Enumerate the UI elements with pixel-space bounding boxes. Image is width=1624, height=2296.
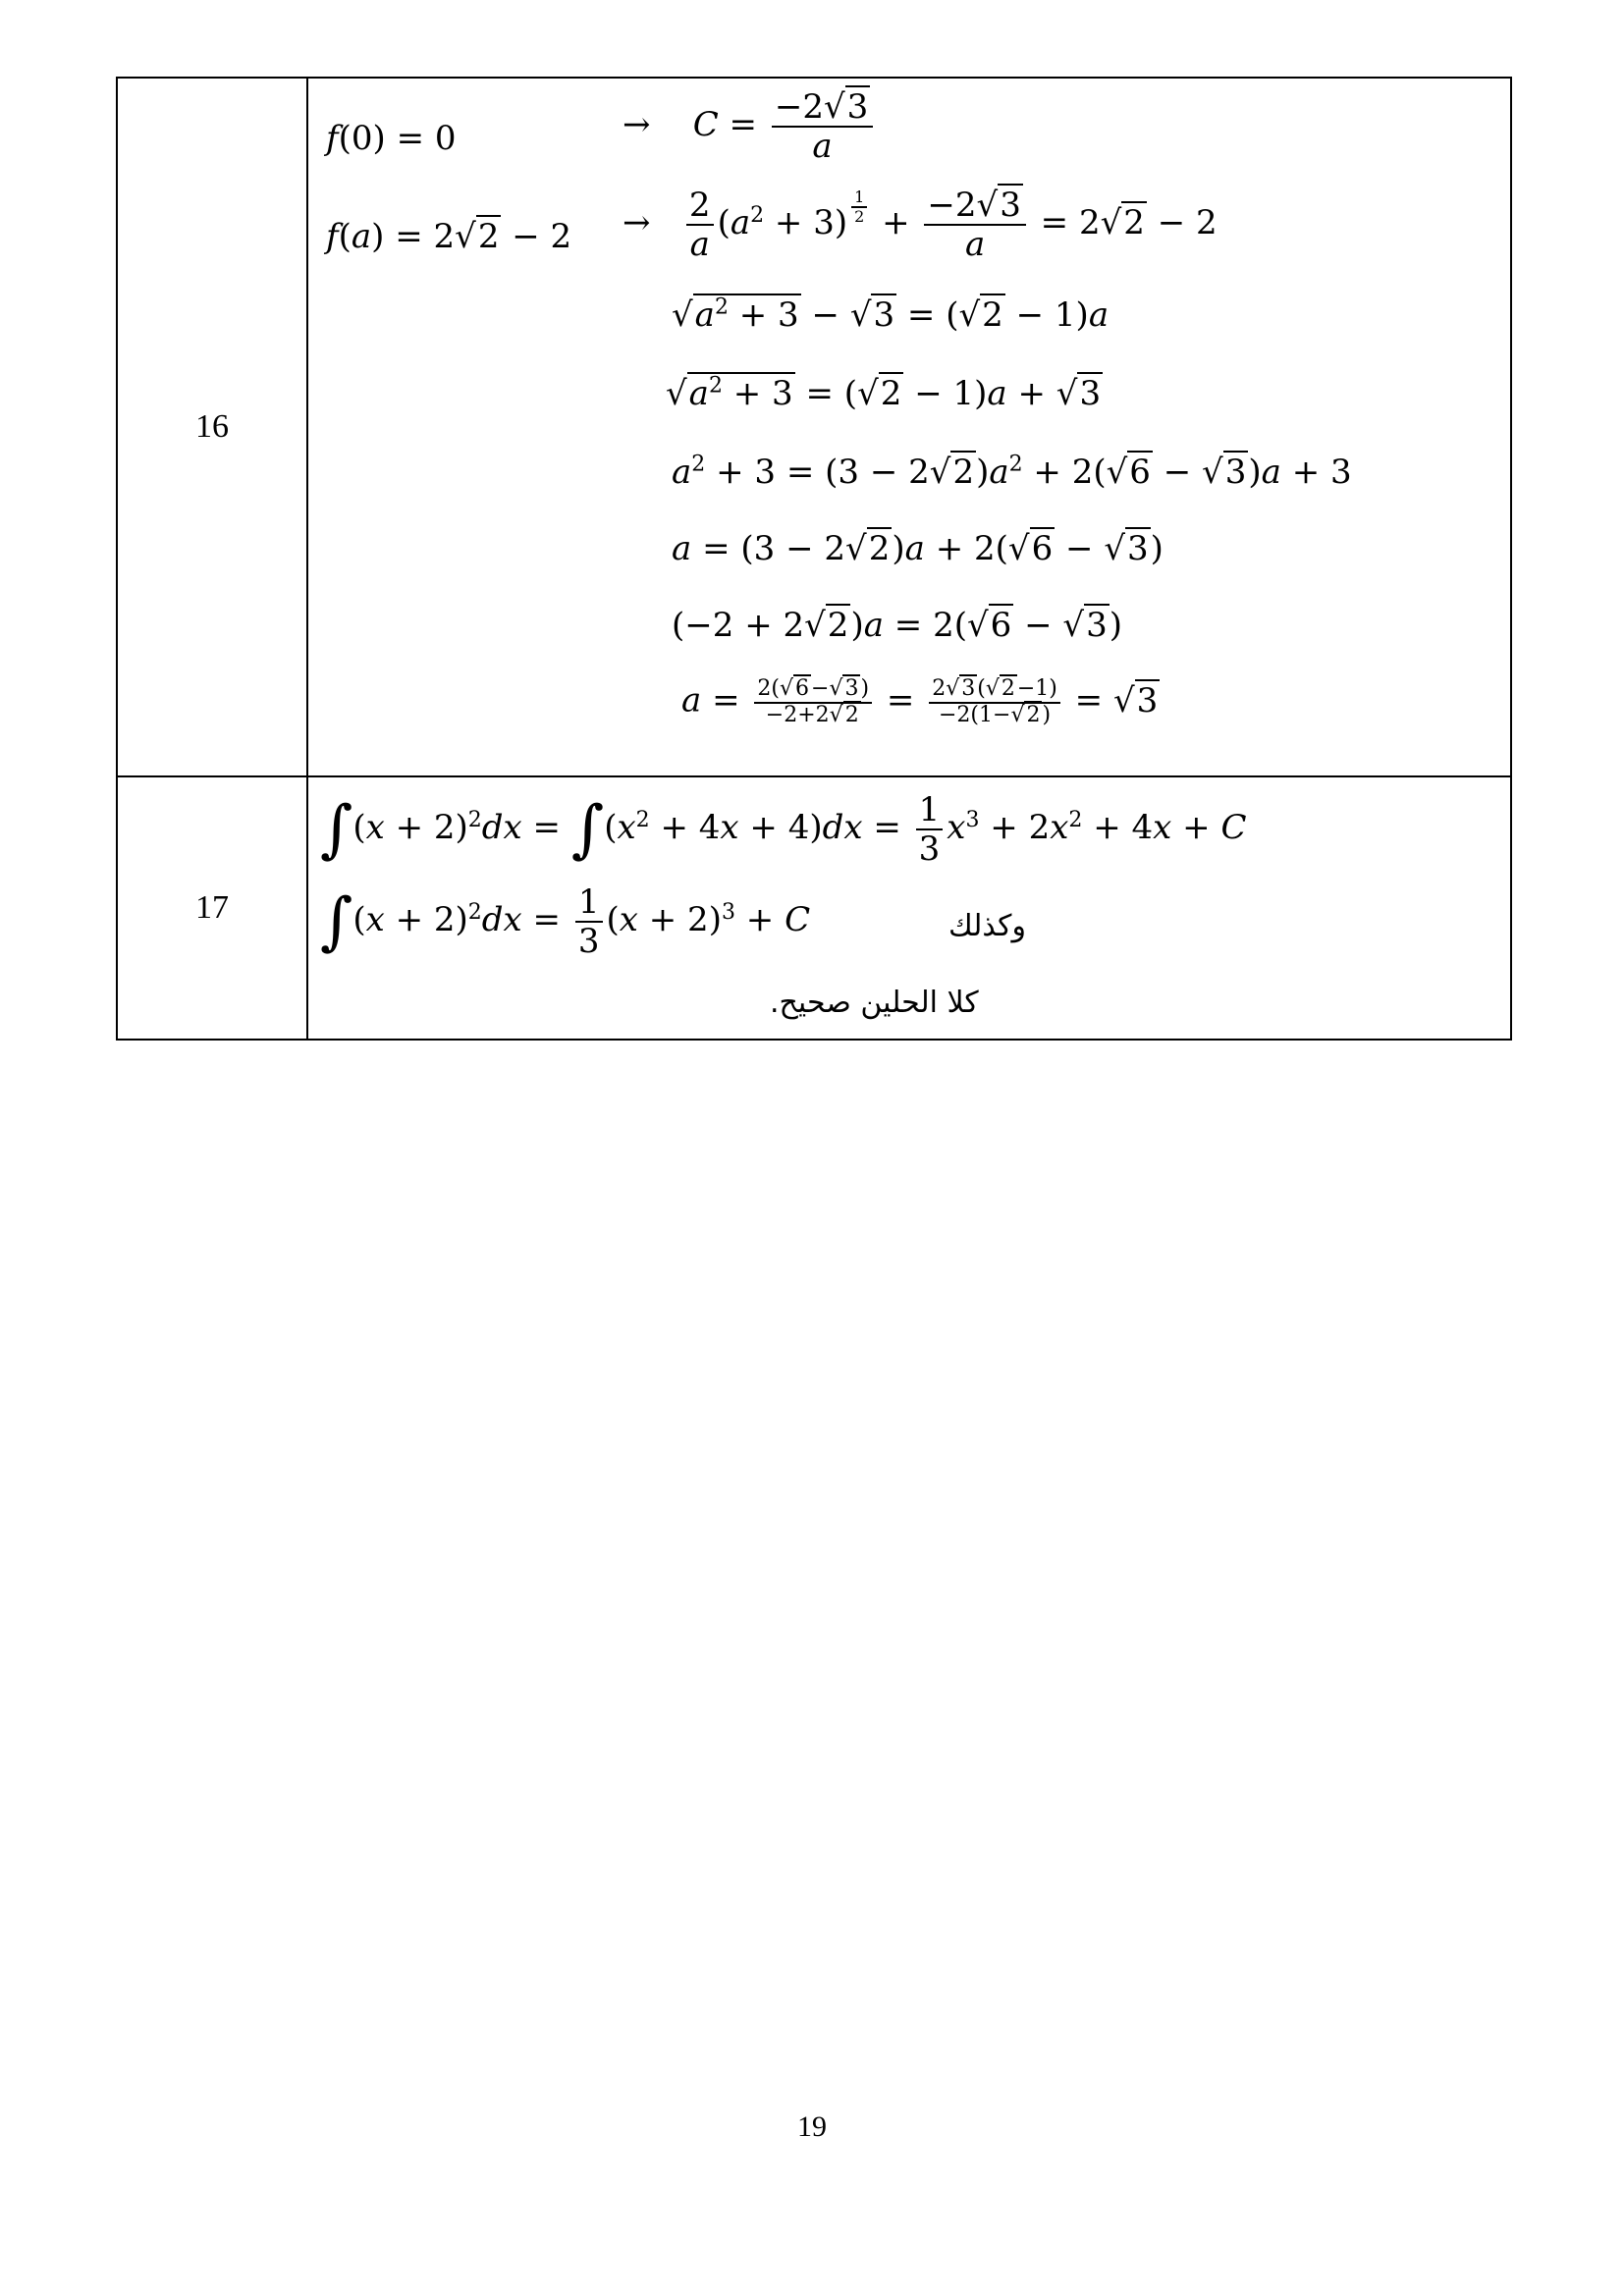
equation-line: a = $\frac{2(√6-√3)}{-2+2√2}$ = $\frac{2√3(√2-1)}{-2(1-√2)}$ = √3 [681, 676, 1159, 727]
arabic-conclusion-text: كلا الحلين صحيح. [770, 986, 979, 1020]
question-number: 16 [117, 78, 307, 776]
equation-line: $\int(x + 2)^2dx = \int(x^2 + 4x + 4)dx$ = $\frac{1}{3}$ $x^3 + 2x^2 + 4x + C$ [320, 790, 1247, 870]
equation-line: (−2 + 2√2)a = 2(√6 − √3) [672, 606, 1122, 645]
solution-cell [307, 78, 1511, 776]
question-number: 17 [117, 776, 307, 1040]
equation-line: $a^2 + 3 = (3 - 2√2)a^2 + 2(√6 - √3)a + 3$ [672, 452, 1352, 492]
page-number: 19 [797, 2110, 827, 2143]
equation-line: → C = $\frac{-2√3}{a}$ [623, 88, 877, 165]
table-row [117, 78, 1511, 776]
arabic-also-text: وكذلك [948, 909, 1026, 943]
equation-line: $√a^2 + 3 - √3 = (√2 - 1)a$ [672, 294, 1110, 335]
equation-line: f(a) = 2√2 − 2 [326, 217, 572, 256]
equation-line: → $\frac{2}{a}$ $(a^2 + 3)$ $\frac{1}{2}$ + $\frac{-2√3}{a}$ = 2√2 − 2 [623, 186, 1218, 265]
equation-line: $√a^2 + 3 = (√2 - 1)a + √3$ [666, 373, 1102, 413]
solution-cell [307, 776, 1511, 1040]
equation-line: $\int(x + 2)^2dx$ = $\frac{1}{3}$ $(x + 2)^3 + C$ [320, 882, 811, 962]
table-row [117, 776, 1511, 1040]
equation-line: f(0) = 0 [326, 119, 457, 158]
solutions-table [116, 77, 1512, 1041]
equation-line: a = (3 − 2√2)a + 2(√6 − √3) [672, 529, 1164, 568]
